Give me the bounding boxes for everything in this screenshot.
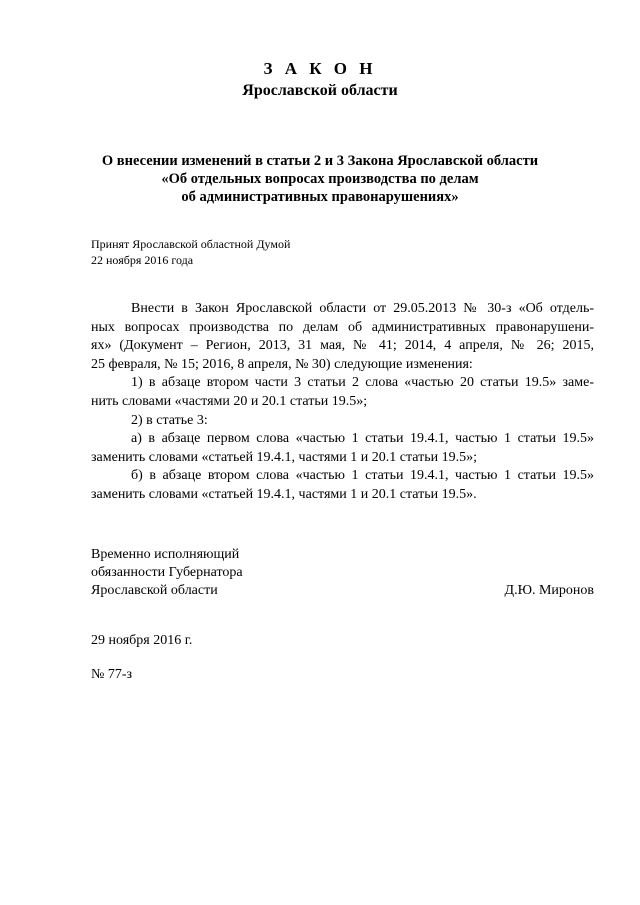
body-line: 2) в статье 3: bbox=[131, 412, 208, 428]
signer-position-line: обязанности Губернатора bbox=[91, 565, 243, 580]
law-body bbox=[91, 300, 594, 505]
subject-line: об административных правонарушениях» bbox=[181, 189, 459, 205]
subject-line: «Об отдельных вопросах производства по делам bbox=[161, 171, 479, 187]
adoption-body: Принят Ярославской областной Думой bbox=[91, 237, 291, 251]
body-line: б) в абзаце втором слова «частью 1 статьи 19.4.1, частью 1 статьи 19.5» bbox=[131, 468, 594, 484]
body-line: нить словами «частями 20 и 20.1 статьи 19.5»; bbox=[91, 393, 368, 409]
law-number: № 77-з bbox=[91, 667, 133, 682]
subject-line: О внесении изменений в статьи 2 и 3 Закона Ярославской области bbox=[101, 153, 539, 169]
adoption-date: 22 ноября 2016 года bbox=[91, 253, 194, 267]
law-subject bbox=[60, 152, 580, 206]
body-line: Внести в Закон Ярославской области от 29.05.2013 № 30-з «Об отдель- bbox=[131, 301, 594, 316]
body-line: 25 февраля, № 15; 2016, 8 апреля, № 30) следующие изменения: bbox=[91, 356, 473, 372]
body-line: а) в абзаце первом слова «частью 1 статьи 19.4.1, частью 1 статьи 19.5» bbox=[131, 431, 594, 447]
signer-row bbox=[91, 582, 594, 600]
adoption-note bbox=[91, 236, 290, 268]
body-line: 1) в абзаце втором части 3 статьи 2 слова «частью 20 статьи 19.5» заме- bbox=[131, 375, 594, 391]
signer-position-line: Временно исполняющий bbox=[91, 547, 240, 562]
body-line: заменить словами «статьей 19.4.1, частями 1 и 20.1 статьи 19.5»; bbox=[91, 449, 477, 465]
signer-position-line: Ярославской области bbox=[91, 583, 218, 598]
signer-name: Д.Ю. Миронов bbox=[504, 583, 594, 598]
signing-date: 29 ноября 2016 г. bbox=[91, 633, 193, 648]
document-region-title: Ярославской области bbox=[242, 82, 398, 99]
body-line: ных вопросах производства по делам об административных правонарушени- bbox=[91, 319, 594, 335]
signature-block bbox=[91, 546, 594, 600]
body-line: заменить словами «статьей 19.4.1, частями 1 и 20.1 статьи 19.5». bbox=[91, 486, 477, 502]
body-line: ях» (Документ – Регион, 2013, 31 мая, № 41; 2014, 4 апреля, № 26; 2015, bbox=[91, 338, 594, 354]
document-type-title: З А К О Н bbox=[263, 59, 377, 78]
